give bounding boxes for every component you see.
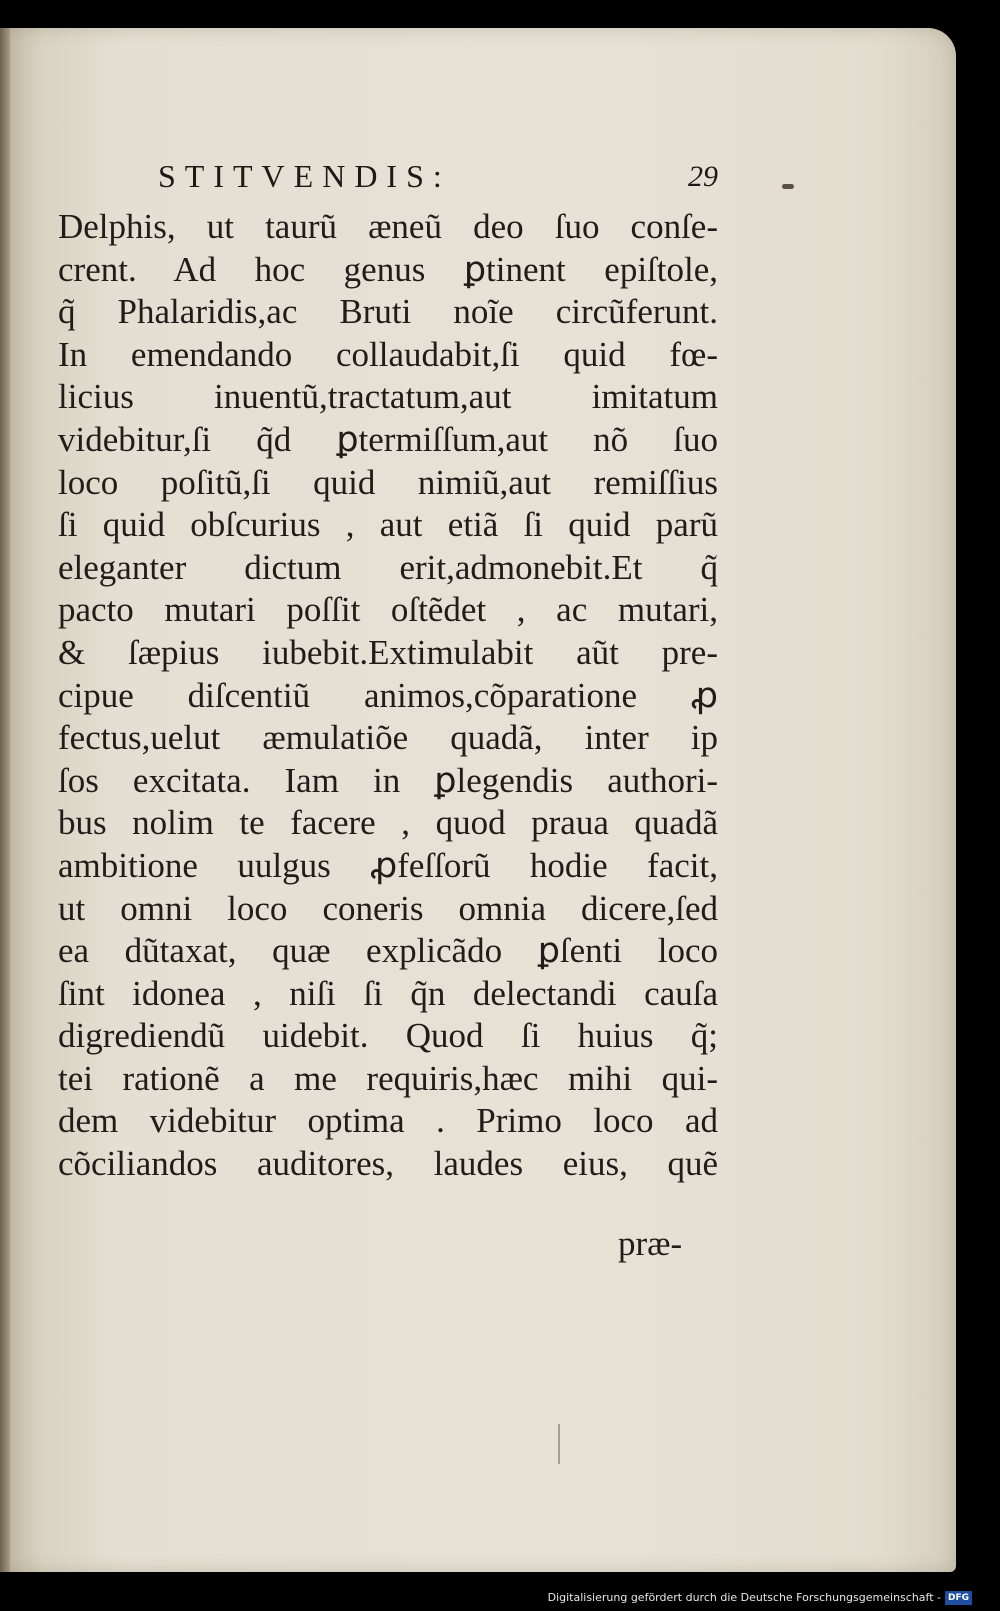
body-text: [58, 206, 718, 1186]
text-line: loco poſitũ,ſi quid nimiũ,aut remiſſius: [58, 462, 718, 502]
text-line: Delphis, ut taurũ æneũ deo ſuo conſe-: [58, 207, 718, 246]
text-line: ambitione uulgus ꝓfeſſorũ hodie facit,: [58, 845, 718, 885]
funding-credit: Digitalisierung gefördert durch die Deutsche Forschungsgemeinschaft -: [547, 1591, 941, 1604]
text-line: bus nolim te facere , quod praua quadã: [58, 803, 718, 843]
dfg-logo: DFG: [945, 1591, 972, 1605]
text-line: ſos excitata. Iam in ꝑlegendis authori-: [58, 760, 718, 800]
text-line: ut omni loco coneris omnia dicere,ſed: [58, 888, 718, 928]
text-line: eleganter dictum erit,admonebit.Et q̃: [58, 547, 718, 587]
text-line: & ſæpius iubebit.Extimulabit aũt pre-: [58, 632, 718, 672]
page-header: [158, 158, 718, 198]
text-line: ſint idonea , niſi ſi q̃n delectandi cauſa: [58, 973, 718, 1013]
text-line: cipue diſcentiũ animos,cõparatione ꝓ: [58, 675, 718, 715]
ink-speck: [782, 184, 794, 189]
text-line: licius inuentũ,tractatum,aut imitatum: [58, 377, 718, 417]
text-line: In emendando collaudabit,ſi quid fœ-: [58, 334, 718, 374]
paper-scratch: [558, 1424, 560, 1464]
catchword: præ-: [618, 1224, 683, 1263]
text-line: cõciliandos auditores, laudes eius, quẽ: [58, 1144, 718, 1184]
text-line: tei rationẽ a me requiris,hæc mihi qui-: [58, 1058, 718, 1098]
text-line: pacto mutari poſſit oſtẽdet , ac mutari,: [58, 590, 718, 630]
text-line: dem videbitur optima . Primo loco ad: [58, 1101, 718, 1141]
digitization-footer: [548, 1585, 972, 1611]
page-number: 29: [688, 160, 718, 193]
text-line: digrediendũ uidebit. Quod ſi huius q̃;: [58, 1016, 718, 1056]
text-line: videbitur,ſi q̃d ꝑtermiſſum,aut nõ ſuo: [58, 419, 718, 459]
page-gutter: [0, 28, 10, 1572]
running-head: STITVENDIS:: [158, 158, 451, 194]
text-line: q̃ Phalaridis,ac Bruti noĩe circũferunt.: [58, 292, 718, 332]
text-line: ſi quid obſcurius , aut etiã ſi quid parũ: [58, 505, 718, 545]
text-line: crent. Ad hoc genus ꝑtinent epiſtole,: [58, 249, 718, 289]
text-line: fectus,uelut æmulatiõe quadã, inter ip: [58, 718, 718, 758]
text-line: ea dũtaxat, quæ explicãdo ꝑſenti loco: [58, 931, 718, 971]
